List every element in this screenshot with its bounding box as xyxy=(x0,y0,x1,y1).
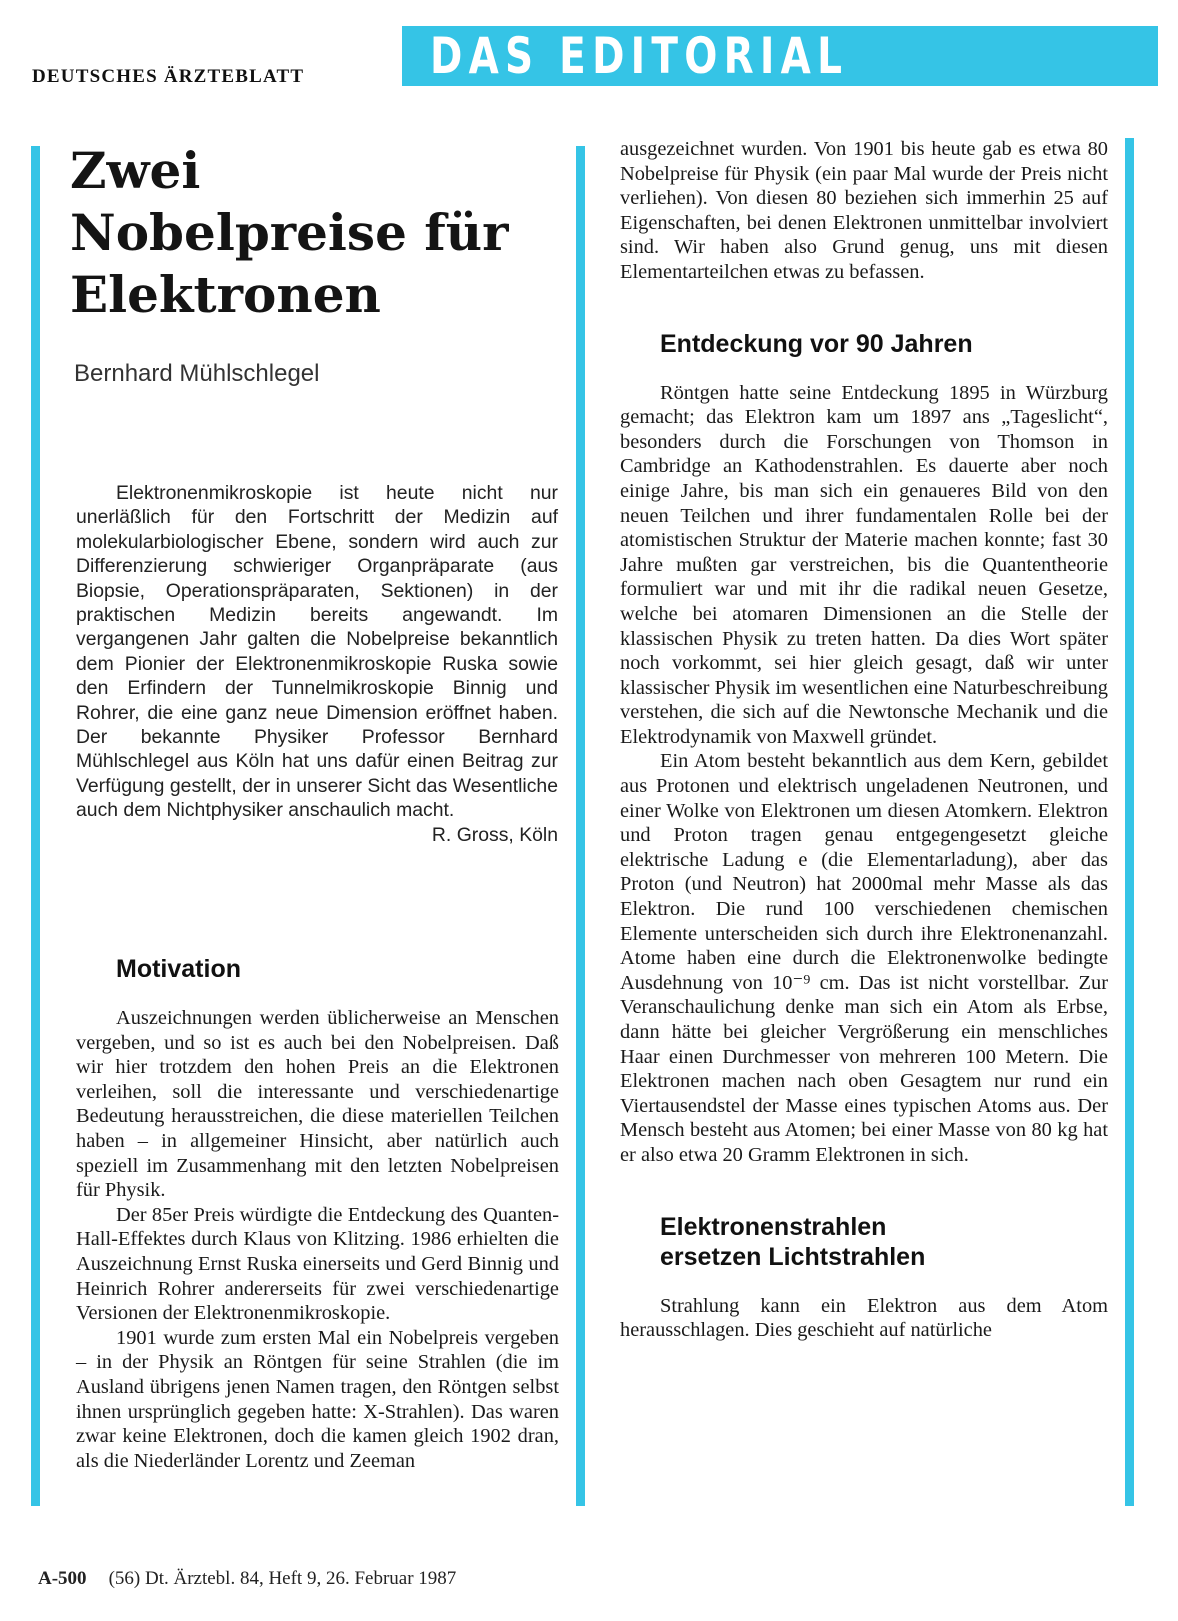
paragraph: ausgezeichnet wurden. Von 1901 bis heute gab es etwa 80 Nobelpreise für Physik (ein paar Mal wurde der Preis nicht verliehen). Von diesen 80 beziehen sich immerhin 25 auf Eigenschaften, bei denen Elektronen unmittelbar involviert sind. Wir haben also Grund genug, uns mit diesen Elementarteilchen etwas zu befassen. xyxy=(620,138,1108,283)
middle-column-bar xyxy=(576,146,585,1506)
citation: (56) Dt. Ärztebl. 84, Heft 9, 26. Februar 1987 xyxy=(108,1568,457,1589)
intro-signature: R. Gross, Köln xyxy=(431,823,558,846)
article-intro xyxy=(76,481,558,847)
section-banner xyxy=(402,26,1158,86)
publication-name: DEUTSCHES ÄRZTEBLATT xyxy=(32,66,305,87)
right-column-bar xyxy=(1125,138,1134,1506)
section-title: DAS EDITORIAL xyxy=(430,27,849,85)
right-column xyxy=(620,137,1108,1343)
paragraph: Ein Atom besteht bekanntlich aus dem Kern, gebildet aus Protonen und elektrisch ungeladenen Neutronen, und einer Wolke von Elektronen um diesen Atomkern. Elektron und Proton tragen genau entgegengesetzt gleiche elektrische Ladung e (die Elementarladung), aber das Proton (und Neutron) hat 2000mal mehr Masse als das Elektron. Die rund 100 verschiedenen chemischen Elemente unterscheiden sich durch ihre Elektronenanzahl. Atome haben eine durch die Elektronenwolke bedingte Ausdehnung von 10⁻⁹ cm. Das ist nicht vorstellbar. Zur Veranschaulichung denke man sich ein Atom als Erbse, dann hätte bei gleicher Vergrößerung ein menschliches Haar einen Durchmesser von mehreren 100 Metern. Die Elektronen machen nach oben Gesagtem nur rund ein Viertausendstel der Masse eines typischen Atoms aus. Der Mensch besteht aus Atomen; bei einer Masse von 80 kg hat er also etwa 20 Gramm Elektronen in sich. xyxy=(620,750,1108,1166)
section-heading-elektronenstrahlen: Elektronenstrahlen ersetzen Lichtstrahlen xyxy=(660,1212,926,1271)
intro-text: Elektronenmikroskopie ist heute nicht nur unerläßlich für den Fortschritt der Medizin auf molekularbiologischer Ebene, sondern wird auch zur Differenzierung schwieriger Organpräparate (aus Biopsie, Operationspräparaten, Sektionen) in der praktischen Medizin bereits angewandt. Im vergangenen Jahr galten die Nobelpreise bekanntlich dem Pionier der Elektronenmikroskopie Ruska sowie den Erfindern der Tunnelmikroskopie Binnig und Rohrer, die eine ganz neue Dimension eröffnet haben. Der bekannte Physiker Professor Bernhard Mühlschlegel aus Köln hat uns dafür einen Beitrag zur Verfügung gestellt, der in unserer Sicht das Wesentliche auch dem Nichtphysiker anschaulich macht. xyxy=(76,482,558,822)
paragraph: Der 85er Preis würdigte die Entdeckung des Quanten-Hall-Effektes durch Klaus von Klitzing. 1986 erhielten die Auszeichnung Ernst Ruska einerseits und Gerd Binnig und Heinrich Rohrer andererseits für zwei verschiedenartige Versionen der Elektronenmikroskopie. xyxy=(76,1203,559,1325)
paragraph: Strahlung kann ein Elektron aus dem Atom herausschlagen. Dies geschieht auf natürliche xyxy=(620,1294,1108,1342)
paragraph: 1901 wurde zum ersten Mal ein Nobelpreis vergeben – in der Physik an Röntgen für seine Strahlen (die im Ausland übrigens jenen Namen tragen, den Röntgen selbst ihnen ursprünglich gegeben hatte: X-Strahlen). Das waren zwar keine Elektronen, doch die kamen gleich 1902 dran, als die Niederländer Lorentz und Zeeman xyxy=(76,1326,559,1472)
left-column xyxy=(76,954,559,1473)
section-heading-entdeckung: Entdeckung vor 90 Jahren xyxy=(660,329,973,358)
article-title: Zwei Nobelpreise für Elektronen xyxy=(70,141,509,324)
section-heading-motivation: Motivation xyxy=(116,955,241,983)
left-column-bar xyxy=(31,146,40,1506)
page-number: A-500 xyxy=(38,1568,87,1589)
paragraph: Röntgen hatte seine Entdeckung 1895 in Würzburg gemacht; das Elektron kam um 1897 ans „Tageslicht“, besonders durch die Forschungen von Thomson in Cambridge an Kathodenstrahlen. Es dauerte aber noch einige Jahre, bis man sich ein genaueres Bild von den neuen Teilchen und ihrer fundamentalen Rolle bei der atomistischen Struktur der Materie machen konnte; fast 30 Jahre mußten gar verstreichen, bis die Quantentheorie formuliert war und mit ihr die radikal neuen Gesetze, welche bei atomaren Dimensionen an die Stelle der klassischen Physik zu treten hatten. Da dies Wort später noch vorkommt, sei hier gleich gesagt, daß wir unter klassischer Physik im wesentlichen eine Naturbeschreibung verstehen, die sich auf die Newtonsche Mechanik und die Elektrodynamik von Maxwell gründet. xyxy=(620,381,1108,748)
page-footer xyxy=(38,1568,456,1590)
paragraph: Auszeichnungen werden üblicherweise an Menschen vergeben, und so ist es auch bei den Nobelpreisen. Daß wir hier trotzdem den hohen Preis an die Elektronen verleihen, soll die interessante und verschiedenartige Bedeutung herausstreichen, die diese materiellen Teilchen haben – in allgemeiner Hinsicht, aber natürlich auch speziell im Zusammenhang mit den letzten Nobelpreisen für Physik. xyxy=(76,1007,559,1202)
article-author: Bernhard Mühlschlegel xyxy=(74,360,320,387)
